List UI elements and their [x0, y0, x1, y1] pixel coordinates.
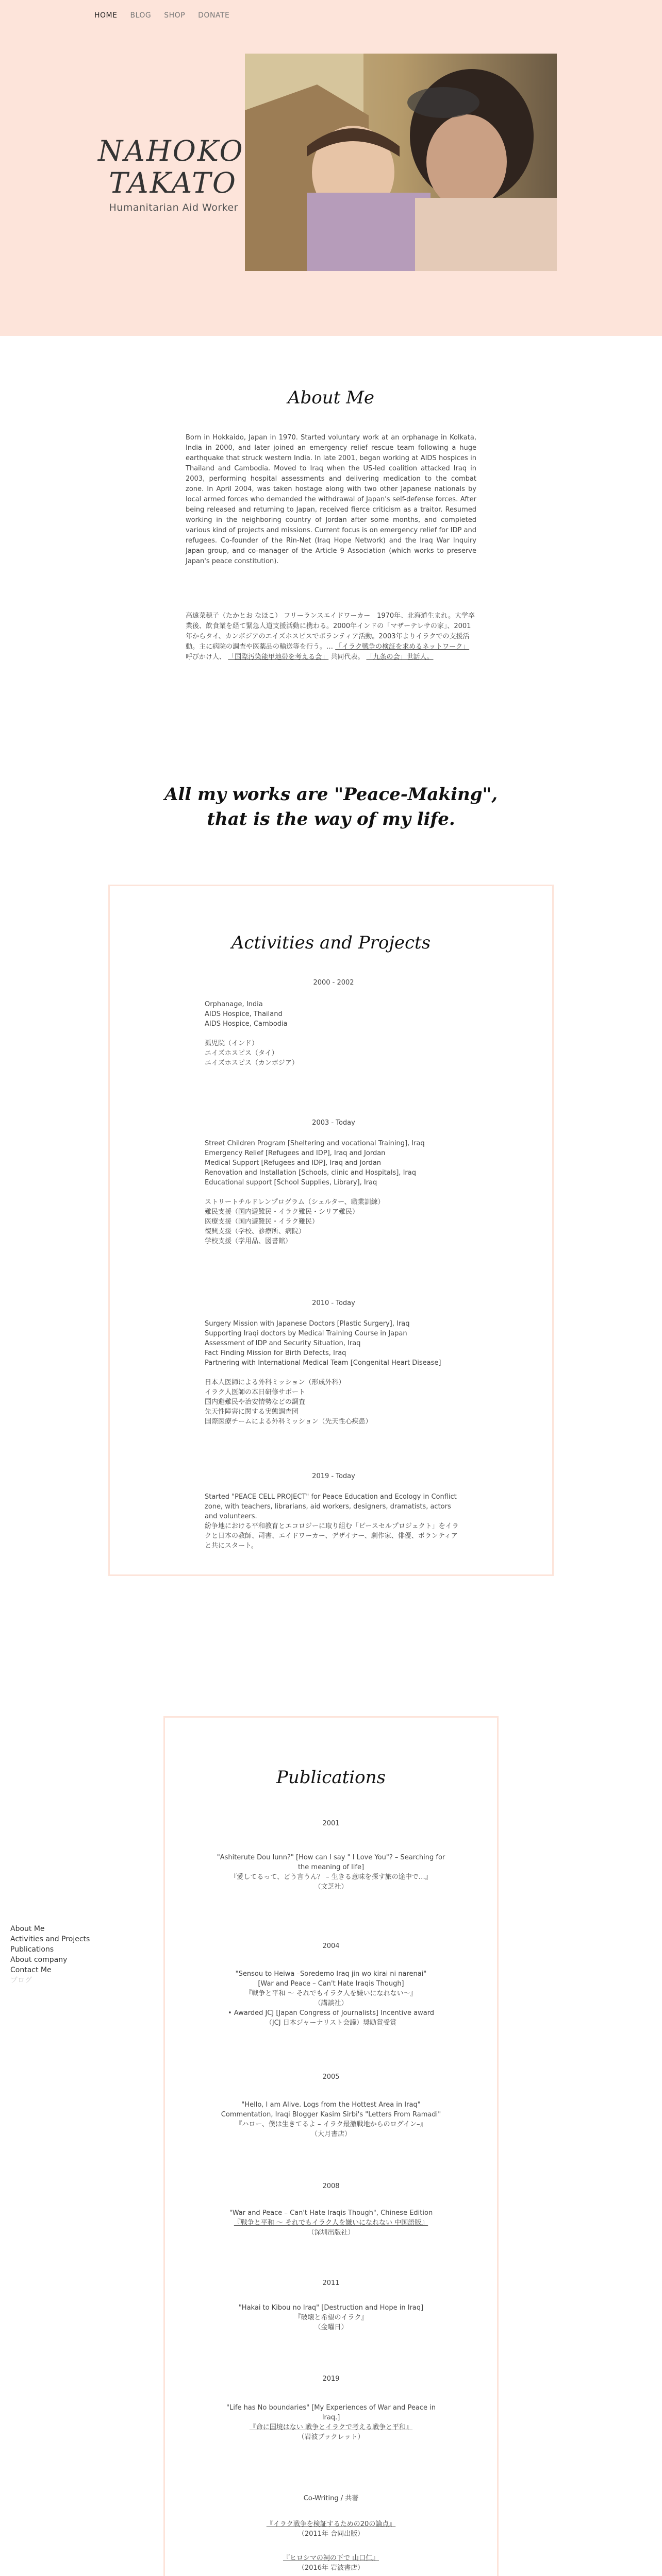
sidenav-blog[interactable]: ブログ: [10, 1976, 32, 1985]
activity-list-2: [205, 1139, 462, 1246]
cowriting-meta-2: （2016年 岩波書店）: [297, 2564, 365, 2572]
about-jp-link2[interactable]: 「国際汚染能甲地帯を考える会」: [228, 653, 329, 661]
activity-item: Fact Finding Mission for Birth Defects, Iraq: [205, 1349, 346, 1357]
pub-line[interactable]: 『戦争と平和 〜 それでもイラク人を嫌いになれない 中国語版』: [234, 2219, 428, 2227]
pub-line: （大月書店）: [310, 2130, 351, 2138]
about-jp-end: 共同代表。: [330, 653, 365, 661]
pub-line: "Sensou to Heiwa –Soredemo Iraq jin wo kirai ni narenai": [235, 1970, 427, 1978]
activity-list-1: [205, 999, 462, 1068]
activity-item: 日本人医師による外科ミッション（形成外科）: [205, 1379, 345, 1386]
activity-item: Supporting Iraqi doctors by Medical Training Course in Japan: [205, 1330, 407, 1337]
pub-line: 『ハロー、僕は生きてるよ – イラク最激戦地からのログイン–』: [235, 2121, 427, 2128]
pub-line[interactable]: 『命に国境はない 戦争とイラクで考える戦争と平和』: [249, 2424, 413, 2431]
activity-item: Emergency Relief [Refugees and IDP], Iraq and Jordan: [205, 1149, 386, 1157]
pub-line: （金曜日）: [314, 2324, 348, 2331]
activity-item: 孤児院（インド）: [205, 1040, 259, 1047]
activity-list-3: [205, 1319, 462, 1427]
activity-item: 難民支援（国内避難民・イラク難民・シリア難民）: [205, 1208, 359, 1216]
sidenav-about[interactable]: About Me: [10, 1925, 45, 1933]
activity-item: Medical Support [Refugees and IDP], Iraq and Jordan: [205, 1159, 382, 1167]
side-nav: [10, 1924, 90, 1986]
pub-line: Iraq.]: [322, 2414, 340, 2421]
pub-year: 2011: [322, 2279, 340, 2287]
nav-shop[interactable]: SHOP: [164, 11, 186, 20]
activity-item: イラク人医師の本日研修サポート: [205, 1388, 306, 1396]
publications-title: Publications: [276, 1767, 386, 1788]
activity-item: [205, 1188, 462, 1197]
activity-years-4: 2019 - Today: [312, 1472, 355, 1480]
nav-home[interactable]: HOME: [94, 11, 118, 20]
cowriting-entry: [179, 2553, 483, 2573]
activity-item: Assessment of IDP and Security Situation, Iraq: [205, 1340, 361, 1347]
activity-item: Orphanage, India: [205, 1001, 263, 1008]
activity-years-3: 2010 - Today: [312, 1299, 355, 1307]
pub-line: （深圳出版社）: [307, 2229, 355, 2236]
pub-line: （文芝社）: [314, 1883, 348, 1891]
pub-line: "Ashiterute Dou Iunn?" [How can I say " I Love You"? – Searching for: [217, 1854, 445, 1861]
hero-section: [0, 0, 662, 336]
activity-years-1: 2000 - 2002: [313, 979, 354, 987]
activity-item: Surgery Mission with Japanese Doctors [Plastic Surgery], Iraq: [205, 1320, 410, 1328]
pub-year: 2019: [322, 2375, 340, 2383]
activity-item: ストリートチルドレンプログラム（シェルター、職業訓練）: [205, 1198, 385, 1206]
pub-entry: [179, 2208, 483, 2238]
pub-line: （講談社）: [314, 1999, 348, 2007]
sidenav-activities[interactable]: Activities and Projects: [10, 1935, 90, 1943]
pub-year: 2001: [322, 1820, 340, 1827]
activity-years-2: 2003 - Today: [312, 1119, 355, 1127]
pub-line: "Hakai to Kibou no Iraq" [Destruction and Hope in Iraq]: [238, 2304, 424, 2312]
quote-line1: All my works are "Peace-Making",: [164, 784, 498, 805]
pub-line: （JCJ 日本ジャーナリスト会議）奨励賞受賞: [265, 2019, 397, 2027]
mission-quote: [124, 782, 538, 832]
activity-item: Renovation and Installation [Schools, clinic and Hospitals], Iraq: [205, 1169, 416, 1177]
activity-item: Partnering with International Medical Team [Congenital Heart Disease]: [205, 1359, 441, 1367]
pub-line: 『戦争と平和 〜 それでもイラク人を嫌いになれない〜』: [245, 1990, 417, 1997]
activity-item: エイズホスピス（カンボジア）: [205, 1059, 299, 1067]
about-jp-mid: 呼びかけ人、: [186, 653, 226, 661]
nav-donate[interactable]: DONATE: [198, 11, 230, 20]
about-jp-link3[interactable]: 「九条の会」世話人。: [366, 653, 434, 661]
about-text-jp: [186, 611, 476, 663]
pub-line: 『破壊と希望のイラク』: [294, 2314, 368, 2321]
about-jp-intro: 高遠菜穂子（たかとお なほこ） フリーランスエイドワーカー 1970年、北海道生まれ。大学卒業後、飲食業を経て緊急人道支援活動に携わる。2000年インドの「マザーテレサの家」、2001年からタイ、カンボジアのエイズホスピスでボランティア活動。2003年よりイラクでの支援活動。主に病院の調査や医薬品の輸送等を行う。…: [186, 612, 475, 651]
cowriting-title-2[interactable]: 『ヒロシマの祠の下で 山口仁』: [283, 2554, 379, 2562]
cowriting-meta-1: （2011年 合同出版）: [297, 2530, 365, 2538]
activity-item: 先天性障害に関する実態調査団: [205, 1408, 299, 1416]
cowriting-title: Co-Writing / 共著: [303, 2495, 359, 2502]
cowriting-title-1[interactable]: 『イラク戦争を検証するための20の論点』: [266, 2520, 396, 2528]
pub-line: Commentation, Iraqi Blogger Kasim Sirbi's "Letters From Ramadi": [221, 2111, 441, 2119]
activity-item: Street Children Program [Sheltering and vocational Training], Iraq: [205, 1140, 425, 1147]
pub-entry: [179, 2100, 483, 2139]
activity-item: 紛争地における平和教育とエコロジーに取り組む「ピースセルプロジェクト」をイラクと日本の教師、司書、エイドワーカー、デザイナー、劇作家、俳優、ボランティアと共にスタート。: [205, 1522, 459, 1550]
sidenav-contact[interactable]: Contact Me: [10, 1966, 52, 1974]
about-title: About Me: [287, 387, 375, 408]
pub-year: 2005: [322, 2073, 340, 2081]
pub-entry: [179, 1853, 483, 1892]
pub-line: • Awarded JCJ [Japan Congress of Journalists] Incentive award: [227, 2009, 435, 2017]
activity-item: 国際医療チームによる外科ミッション（先天性心疾患）: [205, 1418, 372, 1426]
activity-item: AIDS Hospice, Thailand: [205, 1010, 283, 1018]
quote-line2: that is the way of my life.: [207, 809, 455, 829]
pub-year: 2008: [322, 2182, 340, 2190]
activity-item: [205, 1029, 462, 1039]
activity-item: AIDS Hospice, Cambodia: [205, 1020, 288, 1028]
pub-line: [War and Peace – Can't Hate Iraqis Though]: [258, 1980, 404, 1988]
pub-line: （岩波ブックレット）: [297, 2433, 365, 2441]
about-text-en: Born in Hokkaido, Japan in 1970. Started voluntary work at an orphanage in Kolkata, India in 2000, and later joined an emergency relief rescue team following a huge earthquake that struck western India. In late 2001, began working at AIDS hospices in Thailand and Cambodia. Moved to Iraq when the US-led coalition attacked Iraq in 2003, performing hospital assessments and delivering medication to the combat zone. In April 2004, was taken hostage along with two other Japanese nationals by local armed forces who demanded the withdrawal of Japan's self-defense forces. After being released and returning to Japan, received fierce criticism as a traitor. Resumed working in the neighboring country of Jordan after some months, and completed various kind of projects and missions. Current focus is on emergency relief for IDP and refugees. Co-founder of the Rin-Net (Iraq Hope Network) and the Iraq War Inquiry Japan group, and co-manager of the Article 9 Association (which works to preserve Japan's peace constitution).: [186, 434, 476, 565]
pub-entry: [179, 2403, 483, 2442]
sidenav-company[interactable]: About company: [10, 1956, 68, 1964]
pub-year: 2004: [322, 1942, 340, 1950]
cowriting-entry: [179, 2519, 483, 2539]
sidenav-publications[interactable]: Publications: [10, 1945, 54, 1954]
activity-item: 医療支援（国内避難民・イラク難民）: [205, 1218, 319, 1226]
hero-photo: [245, 54, 557, 271]
activity-item: Educational support [School Supplies, Library], Iraq: [205, 1179, 377, 1187]
hero-photo-image: [245, 54, 557, 271]
pub-line: "Hello, I am Alive. Logs from the Hottest Area in Iraq": [241, 2101, 421, 2109]
pub-line: "Life has No boundaries" [My Experiences of War and Peace in: [226, 2404, 436, 2412]
nav-blog[interactable]: BLOG: [130, 11, 152, 20]
activity-item: 復興支援（学校、診療所、病院）: [205, 1228, 306, 1235]
about-jp-link1[interactable]: 「イラク戦争の検証を求めるネットワーク」: [335, 643, 470, 651]
pub-line: 『愛してるって、どう言うん？ – 生きる意味を探す旅の途中で…』: [230, 1873, 432, 1881]
pub-line: the meaning of life]: [297, 1863, 365, 1871]
activity-item: 国内避難民や治安情勢などの調査: [205, 1398, 306, 1406]
hero-subtitle: Humanitarian Aid Worker: [109, 202, 238, 213]
pub-entry: [179, 1969, 483, 2028]
hero-name-line2: TAKATO: [109, 166, 237, 199]
pub-line: "War and Peace – Can't Hate Iraqis Though", Chinese Edition: [229, 2209, 433, 2217]
hero-name: [98, 134, 244, 199]
activity-item: Started "PEACE CELL PROJECT" for Peace Education and Ecology in Conflict zone, with teachers, librarians, aid workers, designers, dramatists, actors and volunteers.: [205, 1493, 457, 1520]
activity-item: エイズホスピス（タイ）: [205, 1049, 278, 1057]
activity-item: 学校支援（学用品、図書館）: [205, 1238, 292, 1245]
activity-list-4: [205, 1492, 462, 1551]
top-nav: [94, 11, 229, 20]
activity-item: [205, 1368, 462, 1378]
activities-title: Activities and Projects: [231, 933, 431, 953]
hero-name-line1: NAHOKO: [98, 134, 244, 167]
pub-entry: [179, 2303, 483, 2332]
publications-box: [163, 1716, 499, 2576]
